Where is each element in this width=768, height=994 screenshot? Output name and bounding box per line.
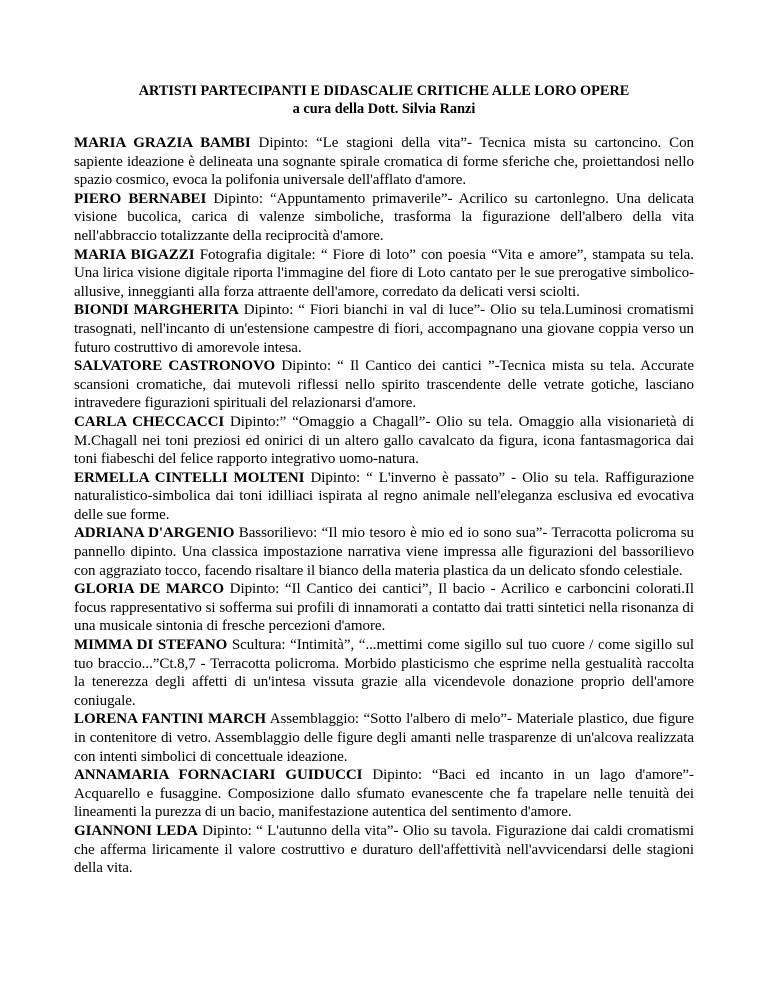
artist-entry <box>74 636 694 710</box>
artist-name: MIMMA DI STEFANO <box>74 637 228 654</box>
artwork-description: Dipinto: “ Il Cantico dei cantici ”-Tecnica mista su tela. Accurate scansioni cromatiche, dai mutevoli riflessi nello spirito trascendente delle vetrate gotiche, lasciano intravedere figurazioni spirituali del relazionarsi d'amore. <box>74 358 694 412</box>
artist-name: PIERO BERNABEI <box>74 190 207 207</box>
artwork-description: Assemblaggio: “Sotto l'albero di melo”- Materiale plastico, due figure in contenitore di vetro. Assemblaggio delle figure degli amanti nelle trasparenze di un'alcova realizzata con intenti simbolici di concettuale ideazione. <box>74 711 694 765</box>
artist-name: GIANNONI LEDA <box>74 822 198 839</box>
artist-entry <box>74 524 694 580</box>
artist-entry <box>74 190 694 246</box>
artist-entry <box>74 469 694 525</box>
artist-name: GLORIA DE MARCO <box>74 581 224 598</box>
document-subtitle: a cura della Dott. Silvia Ranzi <box>292 101 476 117</box>
artist-name: CARLA CHECCACCI <box>74 413 225 430</box>
artist-entry <box>74 822 694 878</box>
artist-entry <box>74 301 694 357</box>
artist-name: LORENA FANTINI MARCH <box>74 711 267 728</box>
artist-name: MARIA GRAZIA BAMBI <box>74 135 251 151</box>
artist-entry <box>74 413 694 469</box>
artist-name: BIONDI MARGHERITA <box>74 302 239 319</box>
document-page <box>74 82 694 878</box>
artwork-description: Bassorilievo: “Il mio tesoro è mio ed io sono sua”- Terracotta policroma su pannello dipinto. Una classica impostazione narrativa viene impressa alle figurazioni del bassorilievo con aggraziato tocco, facendo risaltare il bianco della materia plastica da un delicato sfondo celestiale. <box>74 525 694 579</box>
artwork-description: Dipinto: “ L'inverno è passato” - Olio su tela. Raffigurazione naturalistico-simbolica dai toni idilliaci ispirata al regno animale nell'eleganza esclusiva ed evocativa delle sue forme. <box>74 469 694 523</box>
artwork-description: Dipinto: “Appuntamento primaverile”- Acrilico su cartonlegno. Una delicata visione bucolica, carica di valenze simboliche, trasforma la figurazione dell'albero della vita nell'abbraccio totalizzante della reciprocità d'amore. <box>74 190 694 244</box>
artist-entry <box>74 710 694 766</box>
artwork-description: Scultura: “Intimità”, “...mettimi come sigillo sul tuo cuore / come sigillo sul tuo braccio...”Ct.8,7 - Terracotta policroma. Morbido plasticismo che esprime nella gestualità raccolta la tenerezza degli affetti di un'intesa vissuta grazie alla vicendevole donazione proprio dell'amore coniugale. <box>74 637 695 709</box>
artist-name: MARIA BIGAZZI <box>74 246 195 263</box>
artwork-description: Dipinto: “Le stagioni della vita”- Tecnica mista su cartoncino. Con sapiente ideazione è delineata una sognante spirale cromatica di forme sferiche che, proiettandosi nello spazio cosmico, evoca la polifonia universale dell'afflato d'amore. <box>74 135 694 189</box>
artwork-description: Dipinto: “Baci ed incanto in un lago d'amore”- Acquarello e fusaggine. Composizione dallo sfumato evanescente che fa trapelare nelle tenuità dei lineamenti la purezza di un bacio, manifestazione autentica del sentimento d'amore. <box>74 767 694 821</box>
artist-entries-list <box>74 134 694 878</box>
artist-entry <box>74 357 694 413</box>
document-title: ARTISTI PARTECIPANTI E DIDASCALIE CRITICHE ALLE LORO OPERE <box>138 83 630 99</box>
artist-name: SALVATORE CASTRONOVO <box>74 358 276 375</box>
artwork-description: Dipinto: “ Fiori bianchi in val di luce”- Olio su tela.Luminosi cromatismi trasognati, nell'incanto di un'estensione campestre di fiori, accompagnano una giovane coppia verso un futuro costruttivo di amorevole intesa. <box>74 302 694 356</box>
artist-entry <box>74 246 694 302</box>
artist-entry <box>74 580 694 636</box>
artist-name: ANNAMARIA FORNACIARI GUIDUCCI <box>74 767 363 784</box>
artist-name: ADRIANA D'ARGENIO <box>74 525 235 542</box>
artwork-description: Dipinto: “ L'autunno della vita”- Olio su tavola. Figurazione dai caldi cromatismi che afferma liricamente il valore costruttivo e duraturo dell'affettività nell'avvicendarsi delle stagioni della vita. <box>74 822 694 877</box>
artist-entry <box>74 766 694 822</box>
artwork-description: Dipinto: “Il Cantico dei cantici”, Il bacio - Acrilico e carboncini colorati.Il focus rappresentativo si sofferma sui profili di innamorati a contatto dai tratti sintetici nella risonanza di una musicale sintonia di fresche percezioni d'amore. <box>74 581 694 635</box>
artwork-description: Fotografia digitale: “ Fiore di loto” con poesia “Vita e amore”, stampata su tela. Una lirica visione digitale riporta l'immagine del fiore di Loto cantato per le sue prerogative simbolico-allusive, inneggianti alla forza attraente dell'amore, corredato da delicati versi sciolti. <box>74 246 694 300</box>
artist-name: ERMELLA CINTELLI MOLTENI <box>74 469 305 486</box>
artist-entry <box>74 134 694 190</box>
artwork-description: Dipinto:” “Omaggio a Chagall”- Olio su tela. Omaggio alla visionarietà di M.Chagall nei toni preziosi ed onirici di un altero gallo cavalcato da figura, icona fantasmagorica dai toni fiabeschi del felice rapporto integrativo uomo-natura. <box>74 413 695 468</box>
